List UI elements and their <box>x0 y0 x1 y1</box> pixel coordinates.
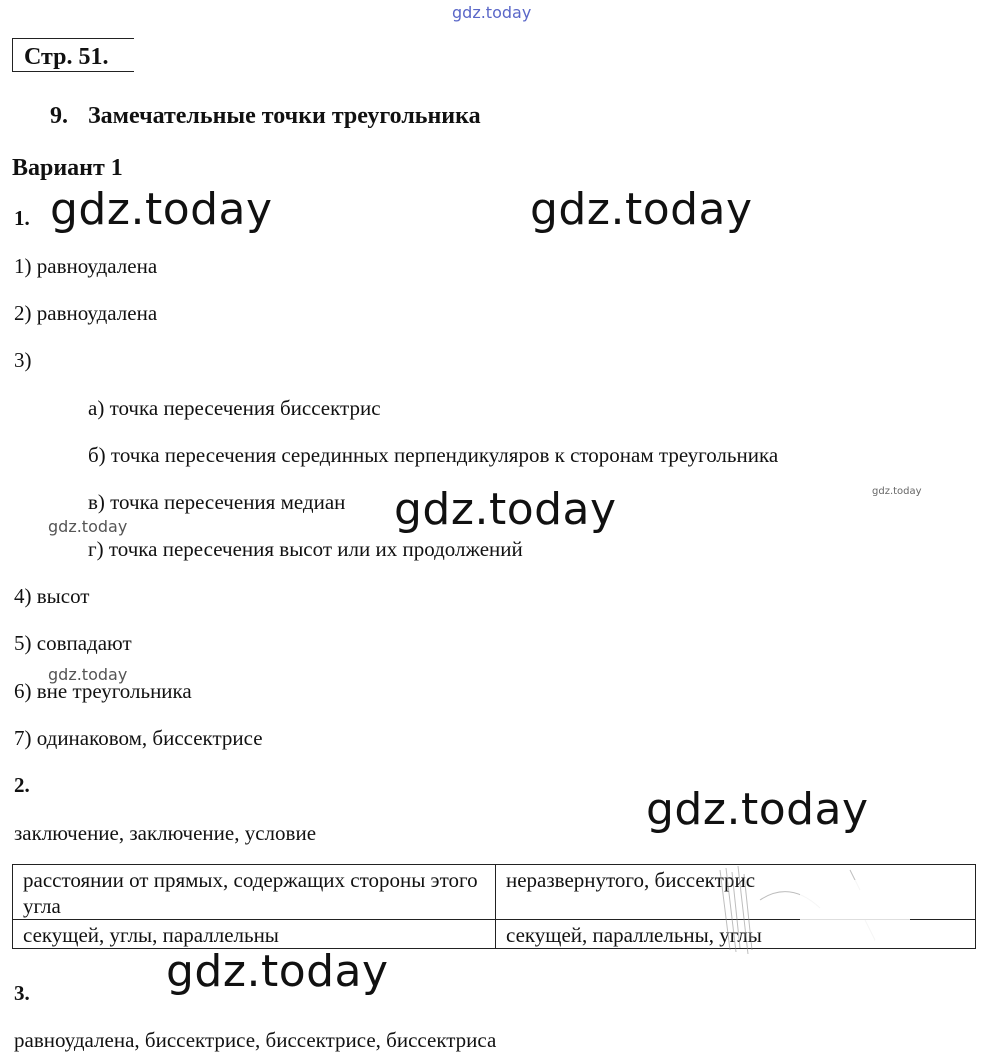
watermark-large-1: gdz.today <box>50 184 273 235</box>
watermark-large-5: gdz.today <box>166 946 389 997</box>
page-label: Стр. 51. <box>24 44 109 70</box>
table-cell: расстоянии от прямых, содержащих стороны этого угла <box>13 865 496 920</box>
section-number: 9. <box>50 103 68 129</box>
watermark-small-1: gdz.today <box>48 517 128 536</box>
task-2-line: заключение, заключение, условие <box>14 821 317 845</box>
watermark-large-3: gdz.today <box>394 484 617 535</box>
task-1-item-5: 5) совпадают <box>14 631 132 655</box>
section-title: Замечательные точки треугольника <box>88 103 481 129</box>
task-1-item-4: 4) высот <box>14 584 90 608</box>
task-1-item-2: 2) равноудалена <box>14 301 158 325</box>
task-2-number: 2. <box>14 773 30 797</box>
watermark-large-2: gdz.today <box>530 184 753 235</box>
table-cell: неразвернутого, биссектрис <box>496 865 976 920</box>
task-3-line: равноудалена, биссектрисе, биссектрисе, биссектриса <box>14 1028 497 1052</box>
watermark-small-2: gdz.today <box>48 665 128 684</box>
task-1-item-7: 7) одинаковом, биссектрисе <box>14 726 263 750</box>
task-1-item-1: 1) равноудалена <box>14 254 158 278</box>
task-2-table <box>12 864 976 949</box>
watermark-tiny-1: gdz.today <box>872 486 922 497</box>
variant-title: Вариант 1 <box>12 155 123 181</box>
table-cell: секущей, параллельны, углы <box>496 920 976 949</box>
table-cell: секущей, углы, параллельны <box>13 920 496 949</box>
task-1-item-6: 6) вне треугольника <box>14 679 192 703</box>
task-1-subitem-a: а) точка пересечения биссектрис <box>88 396 381 420</box>
watermark-top: gdz.today <box>452 3 532 22</box>
task-3-number: 3. <box>14 981 30 1005</box>
task-1-subitem-b: б) точка пересечения серединных перпендикуляров к сторонам треугольника <box>88 443 779 467</box>
task-1-subitem-g: г) точка пересечения высот или их продолжений <box>88 537 523 561</box>
task-1-number: 1. <box>14 206 30 230</box>
table-row <box>13 865 976 920</box>
watermark-large-4: gdz.today <box>646 784 869 835</box>
task-1-item-3: 3) <box>14 348 32 372</box>
table-row <box>13 920 976 949</box>
task-1-subitem-v: в) точка пересечения медиан <box>88 490 346 514</box>
